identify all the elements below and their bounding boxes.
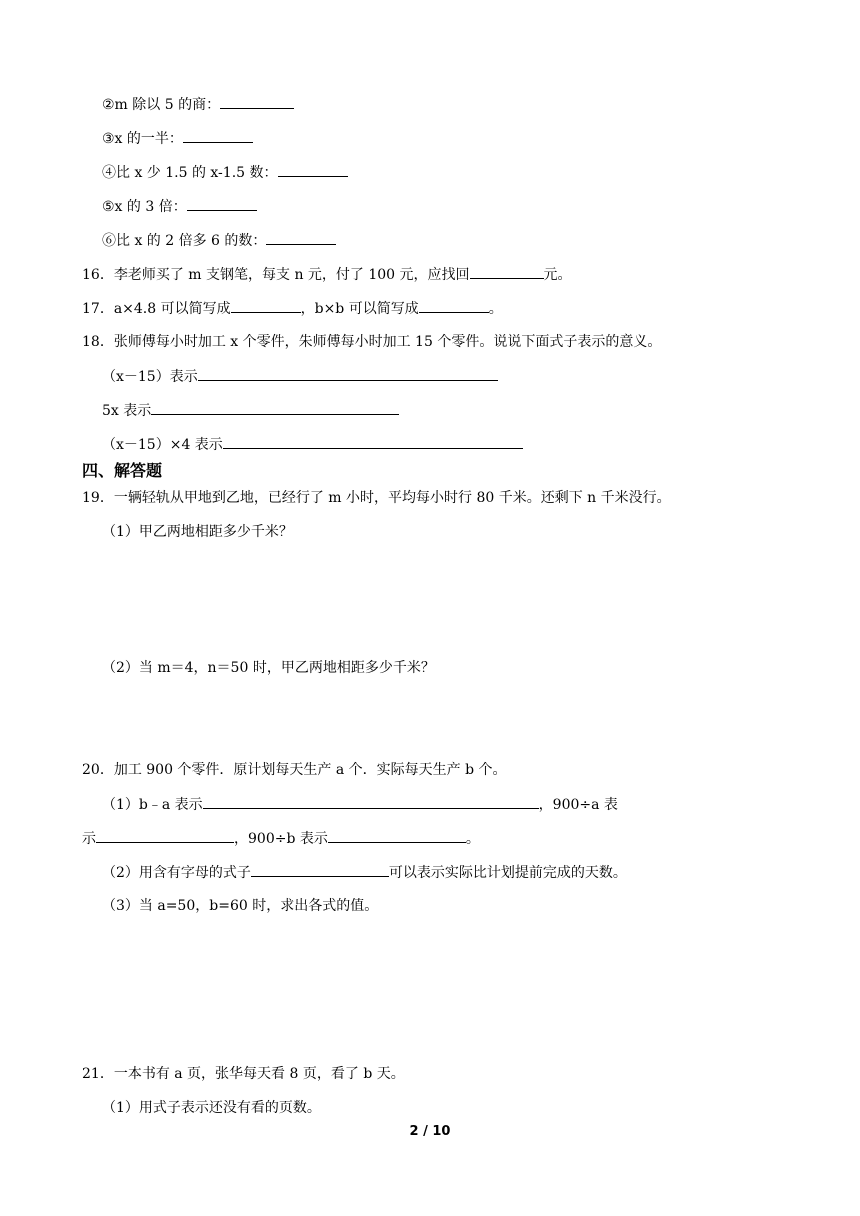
question-16: [82, 264, 572, 285]
question-18-c-text: （x－15）×4 表示: [102, 437, 223, 453]
question-20-text: 20．加工 900 个零件．原计划每天生产 a 个．实际每天生产 b 个。: [82, 762, 507, 778]
answer-blank[interactable]: [220, 94, 294, 109]
question-20-part-2-text: （2）用含有字母的式子: [102, 865, 251, 881]
answer-blank[interactable]: [419, 298, 489, 313]
question-20-part-3-text: （3）当 a=50，b=60 时，求出各式的值。: [102, 898, 379, 914]
question-21-part-1-text: （1）用式子表示还没有看的页数。: [102, 1100, 321, 1116]
item-4: [102, 162, 348, 183]
question-19-text: 19．一辆轻轨从甲地到乙地，已经行了 m 小时，平均每小时行 80 千米。还剩下 n 千米没行。: [82, 490, 671, 506]
question-19-part-1-text: （1）甲乙两地相距多少千米？: [102, 524, 293, 540]
question-21-text: 21．一本书有 a 页，张华每天看 8 页，看了 b 天。: [82, 1066, 405, 1082]
question-20: [82, 760, 507, 780]
question-16-text: 16．李老师买了 m 支钢笔，每支 n 元，付了 100 元，应找回: [82, 267, 470, 283]
answer-blank[interactable]: [223, 434, 523, 449]
question-18-c: [102, 434, 523, 455]
answer-blank[interactable]: [183, 128, 253, 143]
item-6: [102, 230, 336, 251]
question-21: [82, 1064, 405, 1084]
answer-blank[interactable]: [203, 794, 539, 809]
item-3: [102, 128, 253, 149]
question-19: [82, 488, 671, 508]
item-5: [102, 196, 257, 217]
section-heading: 四、解答题: [82, 461, 163, 480]
question-20-part-1-end: 。: [465, 831, 480, 847]
item-6-text: ⑥比 x 的 2 倍多 6 的数：: [102, 233, 267, 249]
question-20-part-1: [102, 794, 618, 815]
item-2-text: ②m 除以 5 的商：: [102, 97, 221, 113]
answer-blank[interactable]: [151, 400, 399, 415]
answer-blank[interactable]: [198, 366, 498, 381]
answer-blank[interactable]: [231, 298, 301, 313]
question-18-a: [102, 366, 498, 387]
question-20-part-2: [102, 862, 627, 883]
answer-blank[interactable]: [470, 264, 544, 279]
answer-blank[interactable]: [266, 230, 336, 245]
question-20-part-2-suffix: 可以表示实际比计划提前完成的天数。: [388, 865, 627, 881]
question-18-text: 18．张师傅每小时加工 x 个零件，朱师傅每小时加工 15 个零件。说说下面式子表示的意义。: [82, 334, 662, 350]
question-20-part-3: [102, 896, 378, 916]
question-21-part-1: [102, 1098, 321, 1118]
answer-blank[interactable]: [251, 862, 389, 877]
item-4-text: ④比 x 少 1.5 的 x-1.5 数：: [102, 165, 278, 181]
answer-blank[interactable]: [96, 828, 234, 843]
question-17-mid: ，b×b 可以简写成: [300, 301, 419, 317]
page-number: 2 / 10: [409, 1124, 451, 1139]
question-20-part-1-mid2: ，900÷b 表示: [234, 831, 328, 847]
question-18: [82, 332, 661, 352]
question-18-b-text: 5x 表示: [102, 403, 152, 419]
question-19-part-2-text: （2）当 m＝4，n＝50 时，甲乙两地相距多少千米？: [102, 660, 435, 676]
question-17-text: 17．a×4.8 可以简写成: [82, 301, 231, 317]
answer-blank[interactable]: [328, 828, 466, 843]
item-2: [102, 94, 294, 115]
answer-blank[interactable]: [278, 162, 348, 177]
question-18-a-text: （x－15）表示: [102, 369, 198, 385]
question-20-part-1-cont: [82, 828, 480, 849]
question-16-suffix: 元。: [543, 267, 572, 283]
question-19-part-1: [102, 522, 293, 542]
question-17: [82, 298, 503, 319]
question-20-part-1-mid: ，900÷a 表: [538, 797, 618, 813]
question-20-part-1-cont-text: 示: [82, 831, 96, 847]
question-20-part-1-text: （1）b﹣a 表示: [102, 797, 203, 813]
item-3-text: ③x 的一半：: [102, 131, 183, 147]
question-18-b: [102, 400, 399, 421]
question-19-part-2: [102, 658, 435, 678]
answer-blank[interactable]: [187, 196, 257, 211]
item-5-text: ⑤x 的 3 倍：: [102, 199, 187, 215]
question-17-suffix: 。: [488, 301, 503, 317]
